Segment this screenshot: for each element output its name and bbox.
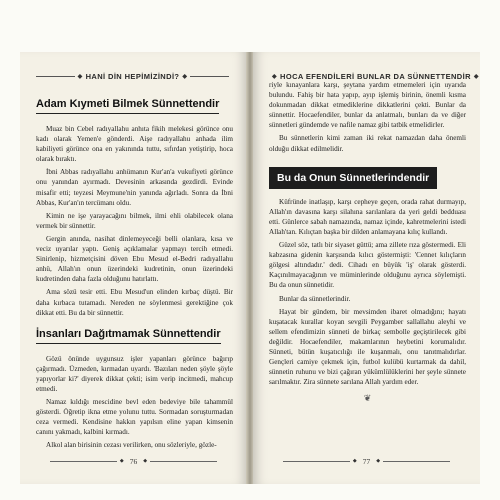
left-page <box>20 52 247 484</box>
paragraph: Güzel söz, tatlı bir siyaset güttü; ama zillete rıza göstermedi. Eli kabzasına gidenin karşısında kılıcı göstermişti: 'Cennet kılıçların gölgesi altındadır.' dedi. Cihadı en büyük 'iş' olarak gösterdi. Kaçınılmayacağının ve müminlerinde olduğunu ayrıca söylemişti. Bu da onun sünnetidir. <box>269 241 466 290</box>
paragraph: Gözü önünde uygunsuz işler yapanları görünce bağırıp çağırmadı. Üzmeden, kırmadan uyardı. 'Bazıları neden şöyle şöyle yapıyorlar ki?' diyerek dikkat çekti; isim verip incitmedi, mahcup etmedi. <box>36 354 233 393</box>
right-page-folio <box>283 456 450 466</box>
diamond-ornament-icon: ◆ <box>182 73 188 80</box>
diamond-ornament-icon: ◆ <box>352 459 357 464</box>
right-page-content <box>269 80 466 404</box>
diamond-ornament-icon: ◆ <box>143 459 148 464</box>
left-page-content <box>36 88 233 454</box>
diamond-ornament-icon: ◆ <box>473 73 479 80</box>
paragraph: Hayat bir gündem, bir mevsimden ibaret olmadığını; hayatı kuşatacak kurallar koyan sevgili Peygamber sallallahu aleyhi ve sellem efendimizin sünneti de birkaç sembolle geçiştirilecek gibi değildir. Hocaefendiler, makamlarının heybetini korumalıdır. Sünneti, bütün kuşatıcılığı ile kuşanmalı, onu tanıtmalıdırlar. Gençleri camiye çekmek için, futbol kulübü kurtarmak da dahil, sünnetin ruhunu ve bizi çağıran yükümlülüklerini her şeyle sünnete sarılmaktır. Zira sünnete sarılana Allah yardım eder. <box>269 307 466 387</box>
diamond-ornament-icon: ◆ <box>376 459 381 464</box>
section-banner-bu-da-onun: Bu da Onun Sünnetlerindendir <box>269 167 437 189</box>
paragraph: riyle kınayanlara karşı, şeytana yardım etmemeleri için uyarıda bulundu. Fahiş bir hata yapıp, ayıp işlemiş birinin, önemli kısma dokunmadan dikkat etmediklerine dikkatlerini çekti. Bunlar da sünnettir. Hocaefendiler, bunlar da anlatmalı, bunları da ve diğer sünnetleri gündemde ve nafile namaz gibi tatbik etmelidirler. <box>269 81 466 130</box>
diamond-ornament-icon: ◆ <box>119 459 124 464</box>
fleuron-icon: ❦ <box>363 393 372 404</box>
paragraph: Ama sözü tesir etti. Ebu Mesud'un elinden kırbaç düştü. Bir daha kırbaca tutamadı. Nereden ne söylenmesi gerektiğine çok dikkat etti. Bu da bir sünnettir. <box>36 288 233 317</box>
paragraph: İbni Abbas radıyallahu anhümanın Kur'an'a vukufiyeti görünce onu yanından ayırmadı. Devesinin arkasında gezdirdi. Evinde misafir etti; teyzesi Meymune'nin yanında ağırladı. Sonra da İbni Abbas, Kur'an'ın tercümanı oldu. <box>36 168 233 207</box>
left-page-folio <box>50 456 217 466</box>
right-running-head-text: HOCA EFENDİLERİ BUNLAR DA SÜNNETTENDİR <box>280 71 471 81</box>
section-heading-insanlari-dagitmamak: İnsanları Dağıtmamak Sünnettendir <box>36 328 221 344</box>
paragraph: Bu sünnetlerin kimi zaman iki rekat namazdan daha önemli olduğu dikkat edilmelidir. <box>269 134 466 153</box>
left-running-head <box>36 70 229 82</box>
paragraph: Namaz kıldığı mescidine bevl eden bedeviye bile tahammül gösterdi. Öğretip ikna etme yolunu tuttu. Sormadan soruşturmadan ceza vermedi. Kendisine hakkın yapılsın eline yapan kimsenin canını yakmadı, kalbini kırmadı. <box>36 398 233 437</box>
page-number: 76 <box>129 456 138 466</box>
diamond-ornament-icon: ◆ <box>272 73 278 80</box>
paragraph: Muaz bin Cebel radıyallahu anhıta fikih melekesi görünce onu kadı olarak Yemen'e gönderdi. Aişe radıyallahu anhada ilim kabiliyeti görünce ona en yakınında tuttu, sıfırdan yetiştirip, hoca olarak bıraktı. <box>36 125 233 164</box>
diamond-ornament-icon: ◆ <box>77 73 83 80</box>
right-page <box>253 52 480 484</box>
paragraph: Bunlar da sünnetlerindir. <box>279 294 351 303</box>
paragraph: Küfründe inatlaşıp, karşı cepheye geçen, orada rahat durmayıp, Allah'ın davasına karşı silahına sarılanlara da yeri geldi bedduası etti. Günlerce sabah namazında, namaz içinde, kahretmelerini istedi Allah'tan. Kılıçtan başka bir dilden anlamayana kılıç kullandı. <box>269 197 466 236</box>
paragraph: Kimin ne işe yarayacağını bilmek, ilmi ehli olabilecek olana vermek bir sünnettir. <box>36 211 233 230</box>
page-number: 77 <box>362 456 371 466</box>
left-running-head-text: HANİ DİN HEPİMİZİNDİ? <box>85 71 180 81</box>
paragraph: Gergin anında, nasihat dinlemeyeceği belli olanlara, kısa ve veciz uyarılar yaptı. Geniş açıklamalar yapmayı tercih etmedi. Sinirlenip, hizmetçisini döven Ebu Mesud el-Bedri radıyallahu anhü, Allah'ın onun üzerindeki kudretinin, onun üzerindeki kudretinden daha fazla olduğunu hatırlattı. <box>36 234 233 284</box>
paragraph: Alkol alan birisinin cezası verilirken, onu sözleriyle, gözle- <box>46 441 217 450</box>
section-heading-adam-kiymeti: Adam Kıymeti Bilmek Sünnettendir <box>36 98 219 114</box>
